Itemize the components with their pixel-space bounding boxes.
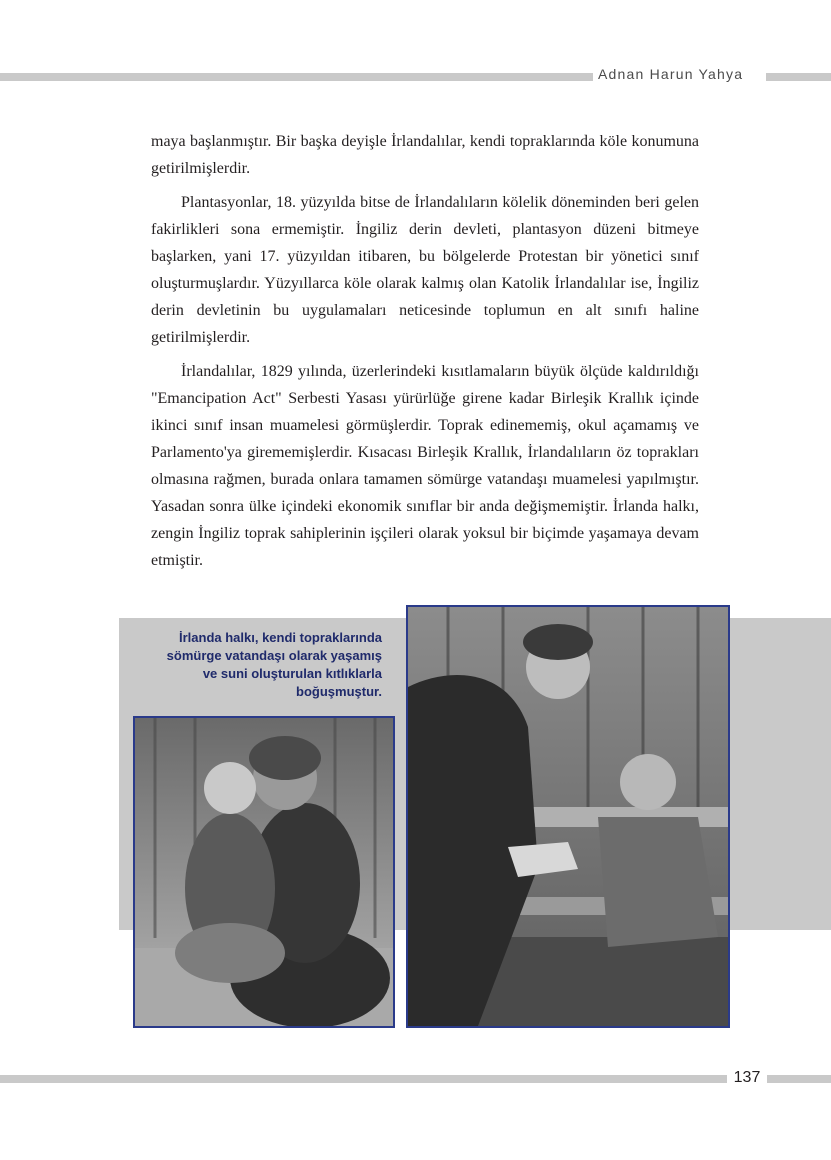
photo-woman-and-boy-image (408, 607, 728, 1026)
figure-caption: İrlanda halkı, kendi topraklarında sömürge vatandaşı olarak yaşamış ve suni oluşturulan kıtlıklarla boğuşmuştur. (166, 630, 382, 699)
header-bar-left (0, 73, 593, 81)
page-number: 137 (733, 1069, 761, 1086)
paragraph-3: İrlandalılar, 1829 yılında, üzerlerindeki kısıtlamaların büyük ölçüde kaldırıldığı "Emancipation Act" Serbesti Yasası yürürlüğe girene kadar Birleşik Krallık içinde ikinci sınıf insan muamelesi görmüşlerdir. Toprak edinememiş, okul açamamış ve Parlamento'ya girememişlerdir. Kısacası Birleşik Krallık, İrlandalıların öz toprakları olmasına rağmen, burada onlara tamamen sömürge vatandaşı muamelesi yapılmıştır. Yasadan sonra ülke içindeki ekonomik sınıflar bir anda değişmemiştir. İrlanda halkı, zengin İngiliz toprak sahiplerinin işçileri olarak yoksul bir biçimde yaşamaya devam etmiştir. (151, 363, 699, 569)
photo-children-embracing-image (135, 718, 393, 1026)
header-bar-right (766, 73, 831, 81)
body-text (151, 128, 699, 574)
photo-woman-and-boy (406, 605, 730, 1028)
running-title: Adnan Harun Yahya (598, 66, 744, 82)
footer-bar-left (0, 1075, 727, 1083)
paragraph-1: maya başlanmıştır. Bir başka deyişle İrlandalılar, kendi topraklarında köle konumuna getirilmişlerdir. (151, 133, 699, 177)
paragraph-2: Plantasyonlar, 18. yüzyılda bitse de İrlandalıların kölelik döneminden beri gelen fakirlikleri sona ermemiştir. İngiliz derin devleti, plantasyon düzeni bitmeye başlarken, yani 17. yüzyıldan itibaren, bu bölgelerde Protestan bir yönetici sınıf oluşturmuşlardır. Yüzyıllarca köle olarak kalmış olan Katolik İrlandalılar ise, İngiliz derin devletinin bu uygulamaları neticesinde toplumun en alt sınıfı haline getirilmişlerdir. (151, 194, 699, 346)
footer-bar-right (767, 1075, 831, 1083)
photo-children-embracing (133, 716, 395, 1028)
